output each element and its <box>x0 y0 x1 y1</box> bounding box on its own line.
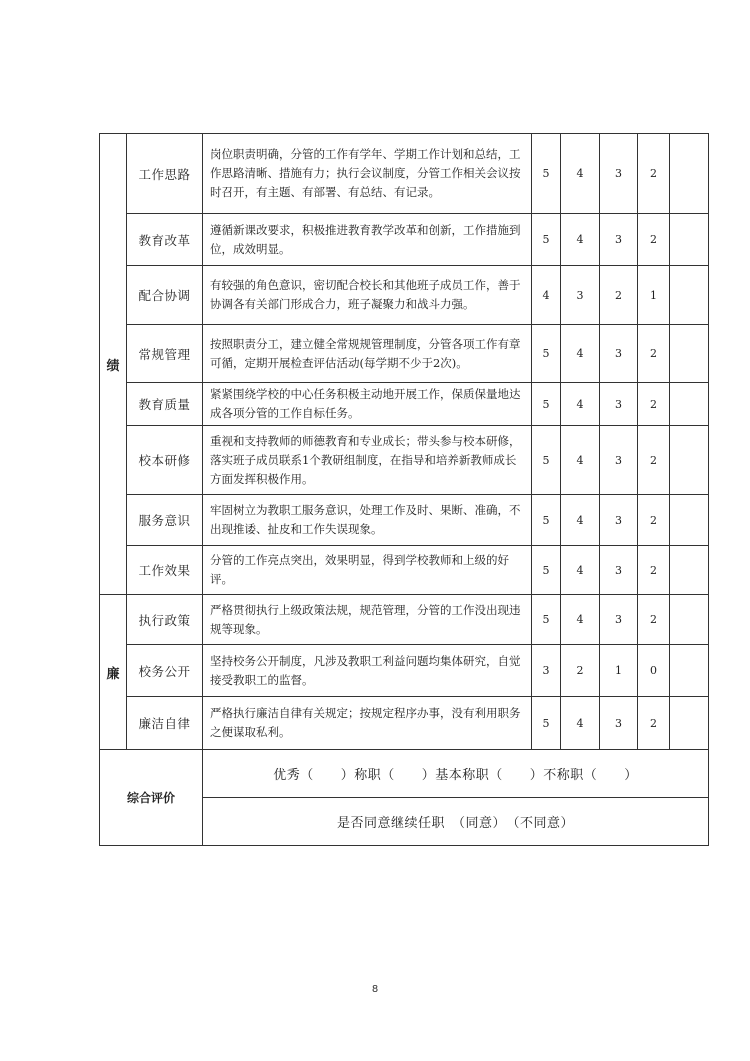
score-cell: 3 <box>600 325 638 383</box>
evaluation-table <box>99 133 709 846</box>
score-cell: 0 <box>638 645 670 697</box>
score-cell: 4 <box>561 697 600 750</box>
item-description: 分管的工作亮点突出，效果明显，得到学校教师和上级的好评。 <box>203 546 532 595</box>
item-name: 工作效果 <box>127 546 203 595</box>
score-cell: 3 <box>600 383 638 426</box>
score-cell: 5 <box>532 325 561 383</box>
item-name: 校务公开 <box>127 645 203 697</box>
item-name: 常规管理 <box>127 325 203 383</box>
score-cell: 2 <box>561 645 600 697</box>
score-cell: 5 <box>532 426 561 495</box>
table-row <box>100 266 709 325</box>
table-row <box>100 495 709 546</box>
score-cell: 2 <box>600 266 638 325</box>
score-cell: 4 <box>561 546 600 595</box>
score-cell: 5 <box>532 383 561 426</box>
score-cell: 3 <box>600 214 638 266</box>
summary-row <box>100 750 709 798</box>
score-cell: 3 <box>600 546 638 595</box>
score-cell: 5 <box>532 495 561 546</box>
score-cell: 5 <box>532 697 561 750</box>
score-cell: 2 <box>638 546 670 595</box>
category-label-lian: 廉 <box>100 595 127 750</box>
score-cell: 4 <box>532 266 561 325</box>
item-description: 按照职责分工，建立健全常规规管理制度，分管各项工作有章可循，定期开展检查评估活动(每学期不少于2次)。 <box>203 325 532 383</box>
table-row <box>100 426 709 495</box>
score-input-cell[interactable] <box>670 595 709 645</box>
item-description: 严格贯彻执行上级政策法规，规范管理，分管的工作没出现违规等现象。 <box>203 595 532 645</box>
score-cell: 3 <box>600 134 638 214</box>
score-cell: 2 <box>638 426 670 495</box>
table-row <box>100 697 709 750</box>
score-cell: 3 <box>600 595 638 645</box>
score-input-cell[interactable] <box>670 325 709 383</box>
score-cell: 5 <box>532 134 561 214</box>
score-cell: 5 <box>532 214 561 266</box>
category-label-ji: 绩 <box>100 134 127 595</box>
score-cell: 3 <box>600 495 638 546</box>
score-cell: 4 <box>561 325 600 383</box>
score-cell: 5 <box>532 546 561 595</box>
page-number: 8 <box>371 984 379 995</box>
score-cell: 5 <box>532 595 561 645</box>
score-cell: 4 <box>561 134 600 214</box>
item-name: 服务意识 <box>127 495 203 546</box>
item-description: 岗位职责明确，分管的工作有学年、学期工作计划和总结，工作思路清晰、措施有力；执行会议制度，分管工作相关会议按时召开，有主题、有部署、有总结、有记录。 <box>203 134 532 214</box>
score-input-cell[interactable] <box>670 645 709 697</box>
score-cell: 4 <box>561 426 600 495</box>
table-row <box>100 546 709 595</box>
table-row <box>100 645 709 697</box>
item-name: 校本研修 <box>127 426 203 495</box>
score-input-cell[interactable] <box>670 266 709 325</box>
score-cell: 4 <box>561 383 600 426</box>
score-cell: 1 <box>638 266 670 325</box>
score-input-cell[interactable] <box>670 426 709 495</box>
item-description: 紧紧围绕学校的中心任务积极主动地开展工作，保质保量地达成各项分管的工作自标任务。 <box>203 383 532 426</box>
item-description: 遵循新课改要求，积极推进教育教学改革和创新，工作措施到位，成效明显。 <box>203 214 532 266</box>
score-input-cell[interactable] <box>670 546 709 595</box>
score-cell: 4 <box>561 495 600 546</box>
score-cell: 2 <box>638 134 670 214</box>
item-name: 配合协调 <box>127 266 203 325</box>
table-row <box>100 595 709 645</box>
score-cell: 4 <box>561 214 600 266</box>
score-cell: 3 <box>532 645 561 697</box>
score-cell: 2 <box>638 214 670 266</box>
item-description: 有较强的角色意识，密切配合校长和其他班子成员工作，善于协调各有关部门形成合力，班子凝聚力和战斗力强。 <box>203 266 532 325</box>
rating-options[interactable]: 优秀（ ）称职（ ）基本称职（ ）不称职（ ） <box>203 750 709 798</box>
score-cell: 2 <box>638 495 670 546</box>
item-name: 教育改革 <box>127 214 203 266</box>
item-name: 教育质量 <box>127 383 203 426</box>
table-row <box>100 134 709 214</box>
score-input-cell[interactable] <box>670 134 709 214</box>
score-cell: 2 <box>638 595 670 645</box>
score-input-cell[interactable] <box>670 383 709 426</box>
table-row <box>100 383 709 426</box>
score-input-cell[interactable] <box>670 697 709 750</box>
score-cell: 4 <box>561 595 600 645</box>
score-cell: 1 <box>600 645 638 697</box>
item-name: 工作思路 <box>127 134 203 214</box>
score-input-cell[interactable] <box>670 495 709 546</box>
table-row <box>100 214 709 266</box>
score-cell: 2 <box>638 697 670 750</box>
item-description: 牢固树立为教职工服务意识，处理工作及时、果断、准确，不出现推诿、扯皮和工作失误现象。 <box>203 495 532 546</box>
item-description: 坚持校务公开制度，凡涉及教职工利益问题均集体研究，自觉接受教职工的监督。 <box>203 645 532 697</box>
item-name: 廉洁自律 <box>127 697 203 750</box>
score-cell: 2 <box>638 325 670 383</box>
score-input-cell[interactable] <box>670 214 709 266</box>
continue-appointment-options[interactable]: 是否同意继续任职 （同意） （不同意） <box>203 798 709 846</box>
item-description: 严格执行廉洁自律有关规定；按规定程序办事，没有利用职务之便谋取私利。 <box>203 697 532 750</box>
score-cell: 2 <box>638 383 670 426</box>
score-cell: 3 <box>561 266 600 325</box>
item-description: 重视和支持教师的师德教育和专业成长；带头参与校本研修，落实班子成员联系1个教研组制度，在指导和培养新教师成长方面发挥积极作用。 <box>203 426 532 495</box>
summary-label: 综合评价 <box>100 750 203 846</box>
item-name: 执行政策 <box>127 595 203 645</box>
table-row <box>100 325 709 383</box>
score-cell: 3 <box>600 697 638 750</box>
score-cell: 3 <box>600 426 638 495</box>
